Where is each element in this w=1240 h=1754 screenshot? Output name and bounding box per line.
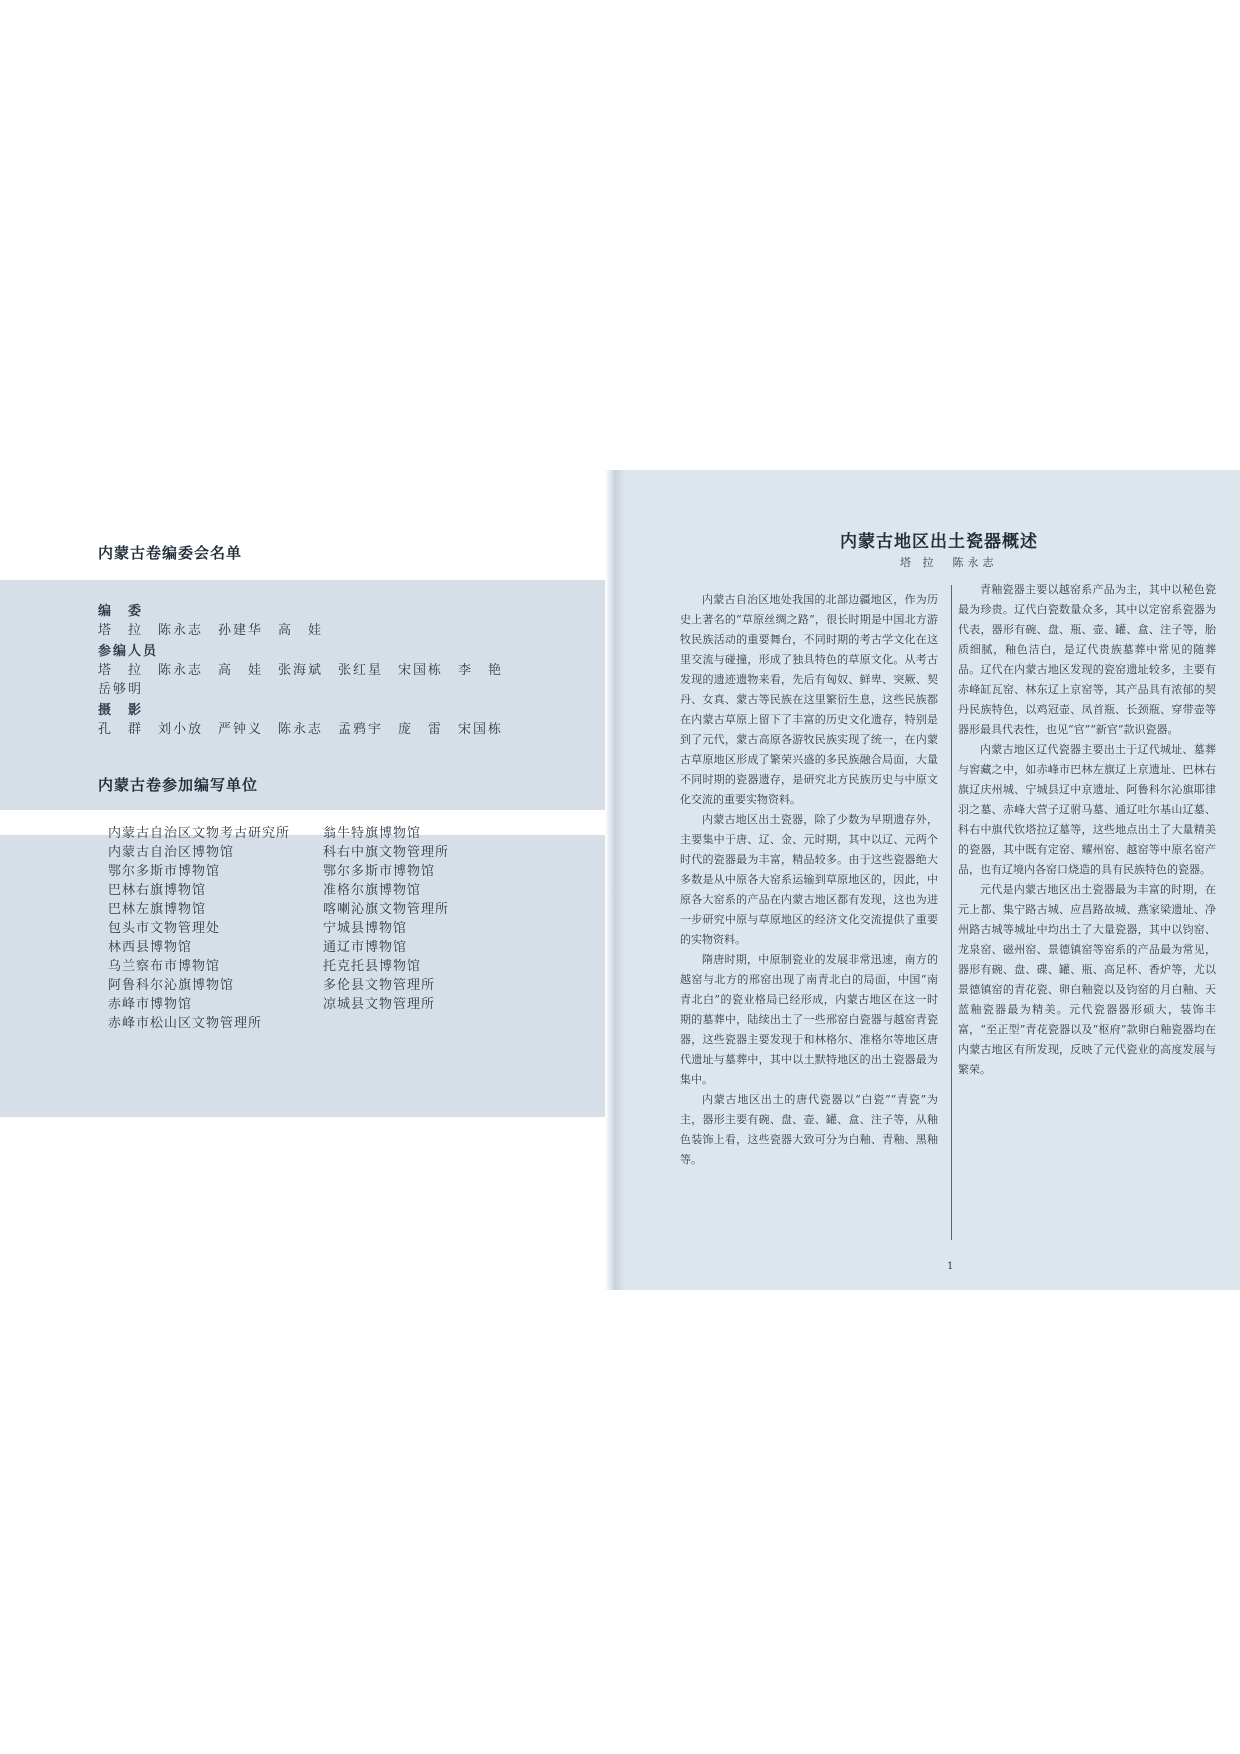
committee-band <box>0 580 610 810</box>
unit-item: 内蒙古自治区博物馆 <box>108 845 235 860</box>
unit-item: 翁牛特旗博物馆 <box>323 826 422 841</box>
paragraph: 内蒙古地区出土瓷器，除了少数为早期遗存外，主要集中于唐、辽、金、元时期，其中以辽、元两个时代的瓷器最为丰富，精品较多。由于这些瓷器绝大多数是从中原各大窑系运输到草原地区的，因此，中原各大窑系的产品在内蒙古地区都有发现，这也为进一步研究中原与草原地区的经济文化交流提供了重要的实物资料。 <box>680 813 938 946</box>
column-divider <box>951 585 952 1240</box>
article-title: 内蒙古地区出土瓷器概述 <box>840 532 1038 552</box>
unit-item: 内蒙古自治区文物考古研究所 <box>108 826 291 841</box>
unit-item: 凉城县文物管理所 <box>323 997 436 1012</box>
paragraph: 青釉瓷器主要以越窑系产品为主，其中以秘色瓷最为珍贵。辽代白瓷数量众多，其中以定窑系瓷器为代表，器形有碗、盘、瓶、壶、罐、盒、注子等，胎质细腻，釉色洁白，是辽代贵族墓葬中常见的随葬品。辽代在内蒙古地区发现的瓷窑遗址较多，主要有赤峰缸瓦窑、林东辽上京窑等，其产品具有浓郁的契丹民族特色，以鸡冠壶、凤首瓶、长颈瓶、穿带壶等器形最具代表性，也见“官”“新官”款识瓷器。 <box>958 583 1216 736</box>
unit-item: 鄂尔多斯市博物馆 <box>323 864 436 879</box>
unit-item: 巴林右旗博物馆 <box>108 883 207 898</box>
participants-label: 参编人员 <box>98 644 159 659</box>
unit-item: 多伦县文物管理所 <box>323 978 436 993</box>
editors-names: 塔 拉 陈永志 孙建华 高 娃 <box>98 623 324 638</box>
unit-item: 宁城县博物馆 <box>323 921 408 936</box>
participants-names: 塔 拉 陈永志 高 娃 张海斌 张红星 宋国栋 李 艳 <box>98 663 504 678</box>
unit-item: 赤峰市博物馆 <box>108 997 193 1012</box>
unit-item: 托克托县博物馆 <box>323 959 422 974</box>
unit-item: 鄂尔多斯市博物馆 <box>108 864 221 879</box>
article-column-right <box>958 580 1216 1245</box>
photographers-names: 孔 群 刘小放 严钟义 陈永志 孟鸦宇 庞 雷 宋国栋 <box>98 722 504 737</box>
unit-item: 赤峰市松山区文物管理所 <box>108 1016 263 1031</box>
unit-item: 科右中旗文物管理所 <box>323 845 450 860</box>
participants-names-cont: 岳够明 <box>98 682 144 697</box>
unit-item: 乌兰察布市博物馆 <box>108 959 221 974</box>
unit-item: 林西县博物馆 <box>108 940 193 955</box>
unit-item: 喀喇沁旗文物管理所 <box>323 902 450 917</box>
article-column-left <box>680 590 938 1238</box>
book-gutter <box>605 470 625 1290</box>
page-number: 1 <box>947 1261 954 1272</box>
paragraph: 元代是内蒙古地区出土瓷器最为丰富的时期，在元上都、集宁路古城、应昌路故城、燕家梁遗址、净州路古城等城址中均出土了大量瓷器，其中以钧窑、龙泉窑、磁州窑、景德镇窑等窑系的产品最为常见，器形有碗、盘、碟、罐、瓶、高足杯、香炉等，尤以景德镇窑的青花瓷、卵白釉瓷以及钧窑的月白釉、天蓝釉瓷器最为精美。元代瓷器器形硕大，装饰丰富，“至正型”青花瓷器以及“枢府”款卵白釉瓷器均在内蒙古地区有所发现，反映了元代瓷业的高度发展与繁荣。 <box>958 883 1216 1076</box>
units-title: 内蒙古卷参加编写单位 <box>98 776 259 794</box>
unit-item: 通辽市博物馆 <box>323 940 408 955</box>
photography-label: 摄 影 <box>98 703 144 718</box>
unit-item: 准格尔旗博物馆 <box>323 883 422 898</box>
editors-label: 编 委 <box>98 604 144 619</box>
units-band <box>0 835 610 1117</box>
paragraph: 内蒙古地区出土的唐代瓷器以“白瓷”“青瓷”为主，器形主要有碗、盘、壶、罐、盒、注子等，从釉色装饰上看，这些瓷器大致可分为白釉、青釉、黑釉等。 <box>680 1093 938 1166</box>
unit-item: 阿鲁科尔沁旗博物馆 <box>108 978 235 993</box>
paragraph: 隋唐时期，中原制瓷业的发展非常迅速，南方的越窑与北方的邢窑出现了南青北白的局面，中国“南青北白”的瓷业格局已经形成，内蒙古地区在这一时期的墓葬中，陆续出土了一些邢窑白瓷器与越窑青瓷器，这些瓷器主要发现于和林格尔、准格尔等地区唐代遗址与墓葬中，其中以土默特地区的出土瓷器最为集中。 <box>680 953 938 1086</box>
article-byline: 塔 拉 陈永志 <box>900 556 998 569</box>
committee-title: 内蒙古卷编委会名单 <box>98 544 243 562</box>
paragraph: 内蒙古自治区地处我国的北部边疆地区，作为历史上著名的“草原丝绸之路”，很长时期是中国北方游牧民族活动的重要舞台，不同时期的考古学文化在这里交流与碰撞，形成了独具特色的草原文化。从考古发现的遗迹遗物来看，先后有匈奴、鲜卑、突厥、契丹、女真、蒙古等民族在这里繁衍生息，这些民族都在内蒙古草原上留下了丰富的历史文化遗存，特别是到了元代，蒙古高原各游牧民族实现了统一，在内蒙古草原地区形成了繁荣兴盛的多民族融合局面，大量不同时期的瓷器遗存，是研究北方民族历史与中原文化交流的重要实物资料。 <box>680 593 938 806</box>
unit-item: 包头市文物管理处 <box>108 921 221 936</box>
unit-item: 巴林左旗博物馆 <box>108 902 207 917</box>
left-page <box>0 470 620 1290</box>
paragraph: 内蒙古地区辽代瓷器主要出土于辽代城址、墓葬与窖藏之中，如赤峰市巴林左旗辽上京遗址、巴林右旗辽庆州城、宁城县辽中京遗址、阿鲁科尔沁旗耶律羽之墓、赤峰大营子辽驸马墓、通辽吐尔基山辽墓、科右中旗代钦塔拉辽墓等，这些地点出土了大量精美的瓷器，其中既有定窑、耀州窑、越窑等中原名窑产品，也有辽境内各窑口烧造的具有民族特色的瓷器。 <box>958 743 1216 876</box>
